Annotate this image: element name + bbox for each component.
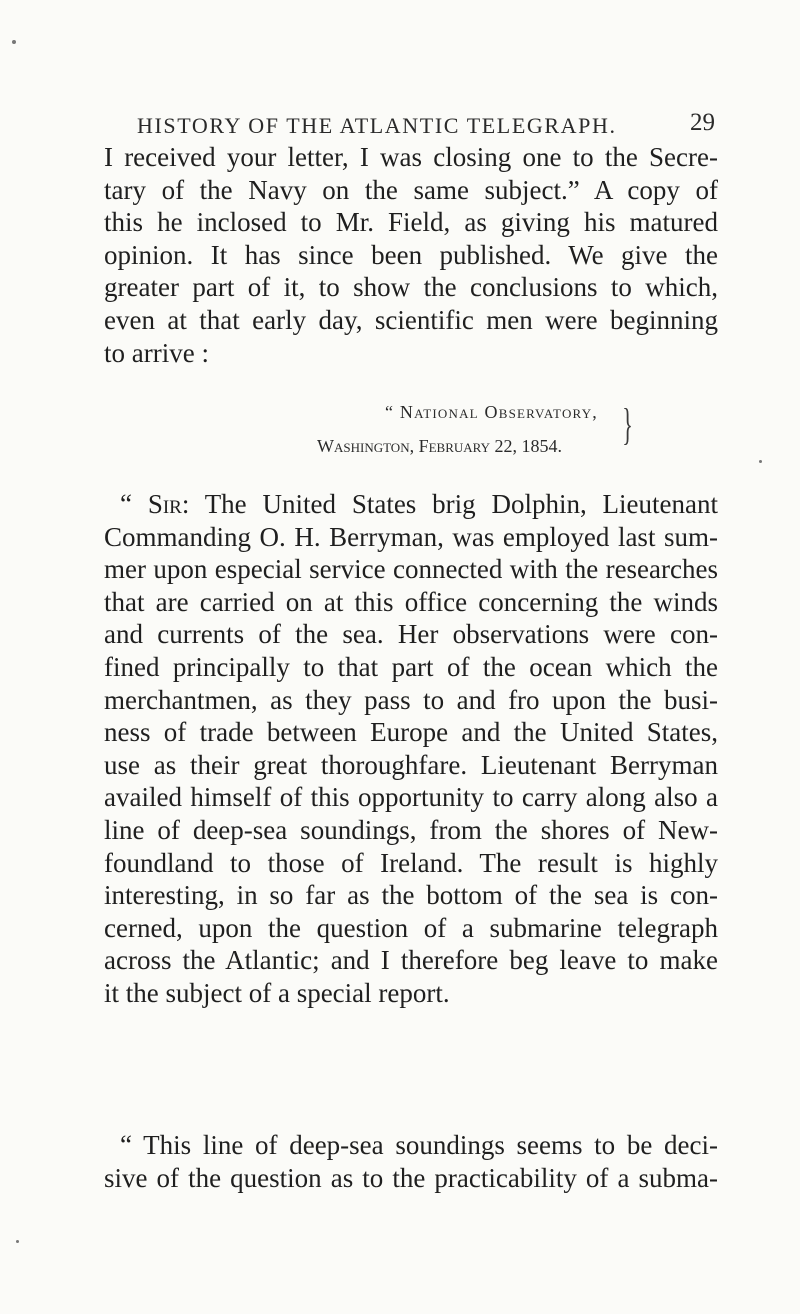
text-line: greater part of it, to show the conclusions to which,	[104, 272, 718, 303]
text-line: and currents of the sea. Her observations were con-	[104, 619, 718, 650]
text-line: Commanding O. H. Berryman, was employed last sum-	[104, 521, 718, 552]
text-line: availed himself of this opportunity to carry along also a	[104, 782, 718, 813]
text-line: tary of the Navy on the same subject.” A copy of	[104, 174, 718, 205]
paper-speck	[12, 40, 16, 44]
text-line: it the subject of a special report.	[104, 977, 450, 1008]
text-line: interesting, in so far as the bottom of the sea is con-	[104, 880, 718, 911]
paper-speck	[16, 1240, 19, 1243]
text-line: this he inclosed to Mr. Field, as giving his matured	[104, 207, 718, 238]
dateline-place: “ National Observatory,	[385, 402, 598, 422]
paragraph-letter	[104, 488, 718, 1010]
paragraph-continuation	[104, 1129, 718, 1194]
text-line: use as their great thoroughfare. Lieutenant Berryman	[104, 749, 718, 780]
text-line: that are carried on at this office concerning the winds	[104, 586, 718, 617]
running-header: HISTORY OF THE ATLANTIC TELEGRAPH.	[137, 113, 617, 138]
text-line: merchantmen, as they pass to and fro upon the busi-	[104, 684, 718, 715]
text-line: foundland to those of Ireland. The result is highly	[104, 847, 718, 878]
text-line: opinion. It has since been published. We give the	[104, 239, 718, 270]
text-line: mer upon especial service connected with the researches	[104, 554, 718, 585]
brace-icon: }	[622, 400, 633, 449]
page-number: 29	[690, 109, 715, 136]
text-line: cerned, upon the question of a submarine telegraph	[104, 912, 718, 943]
text-line	[104, 488, 718, 521]
paper-speck	[759, 460, 762, 463]
text-line: fined principally to that part of the ocean which the	[104, 651, 718, 682]
text-line-rest: : The United States brig Dolphin, Lieutenant	[181, 489, 719, 519]
text-line: ness of trade between Europe and the United States,	[104, 717, 718, 748]
salutation: “ Sir	[120, 489, 182, 519]
text-line: to arrive :	[104, 337, 209, 368]
text-line: “ This line of deep-sea soundings seems to be deci-	[120, 1130, 718, 1160]
text-line: line of deep-sea soundings, from the shores of New-	[104, 814, 718, 845]
text-line: sive of the question as to the practicability of a subma-	[104, 1162, 718, 1193]
text-line: across the Atlantic; and I therefore beg leave to make	[104, 945, 718, 976]
dateline-date: Washington, February 22, 1854.	[317, 436, 562, 456]
paragraph-intro	[104, 141, 718, 369]
text-line: I received your letter, I was closing one to the Secre-	[104, 142, 718, 172]
text-line: even at that early day, scientific men were beginning	[104, 304, 718, 335]
